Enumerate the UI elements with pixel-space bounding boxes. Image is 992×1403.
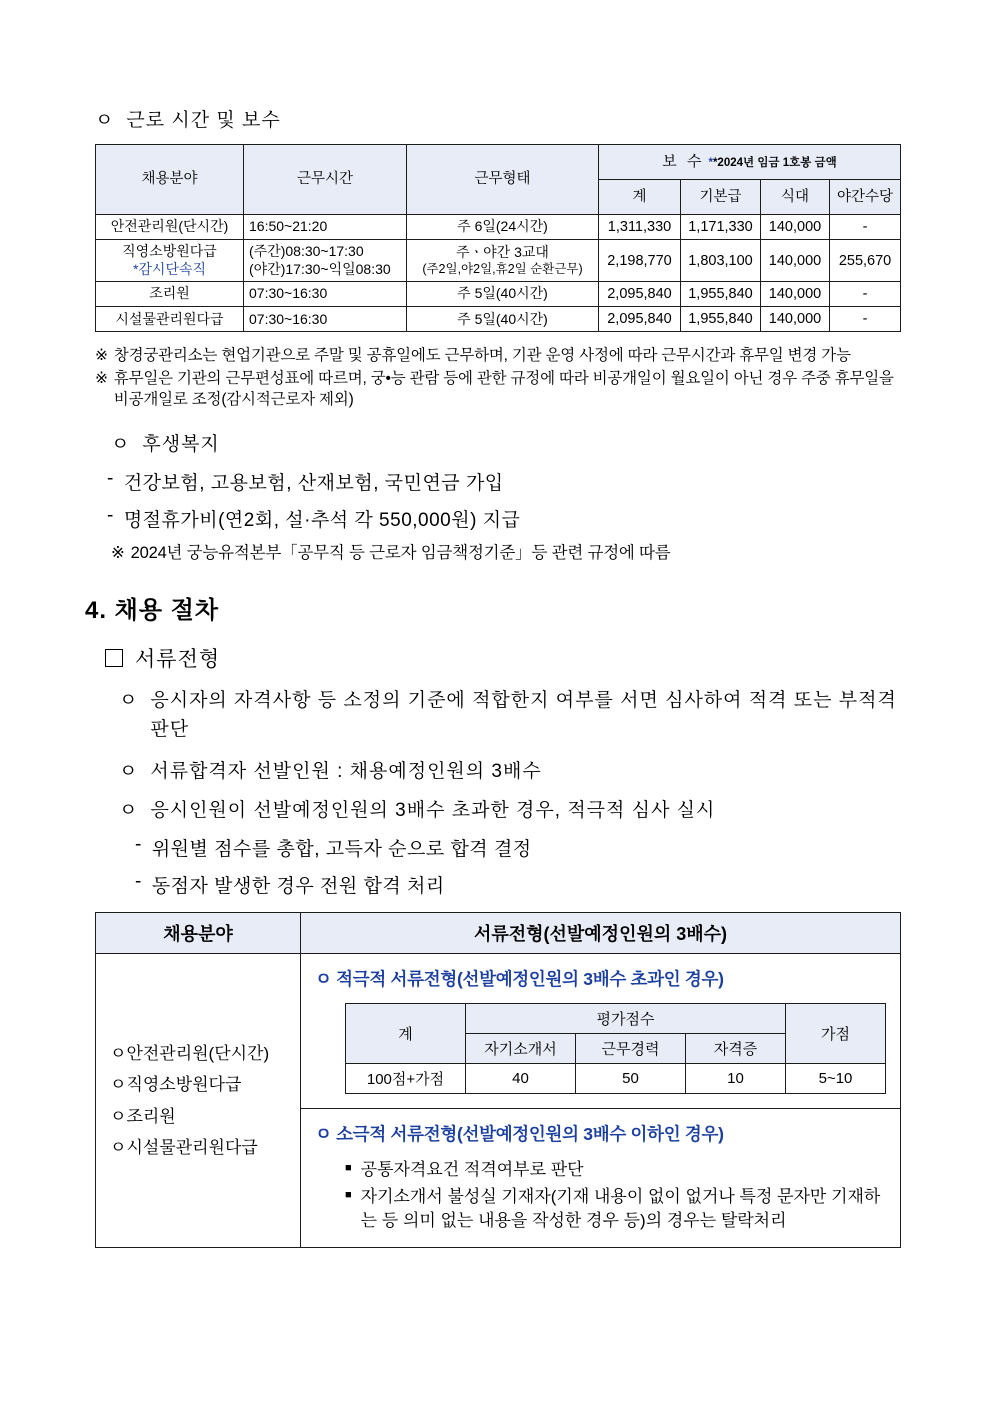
cell-hours: 07:30~16:30 bbox=[244, 307, 407, 332]
work-hours-heading: ㅇ 근로 시간 및 보수 bbox=[95, 105, 900, 132]
welfare-item-2: - 명절휴가비(연2회, 설·추석 각 550,000원) 지급 bbox=[107, 505, 521, 532]
table-row bbox=[346, 1064, 886, 1094]
document-content bbox=[85, 105, 900, 1248]
cell-meal: 140,000 bbox=[761, 215, 830, 240]
process-bullet-1: ㅇ 응시자의 자격사항 등 소정의 기준에 적합한지 여부를 서면 심사하여 적격 또는 부적격 판단 bbox=[119, 687, 900, 744]
square-marker-icon: ■ bbox=[345, 1162, 352, 1175]
process-dash-1: - 위원별 점수를 총합, 고득자 순으로 합격 결정 bbox=[135, 834, 532, 861]
cell-type: 주ㆍ야간 3교대 (주2일,야2일,휴2일 순환근무) bbox=[407, 240, 599, 282]
th-score-total: 계 bbox=[346, 1004, 466, 1064]
th-bonus: 가점 bbox=[786, 1004, 886, 1064]
score-table-wrap bbox=[301, 999, 900, 1108]
process-bullet-3: ㅇ 응시인원이 선발예정인원의 3배수 초과한 경우, 적극적 심사 실시 bbox=[119, 795, 900, 822]
cell-night: 255,670 bbox=[830, 240, 901, 282]
cell-score-total: 100점+가점 bbox=[346, 1064, 466, 1094]
cell-base: 1,803,100 bbox=[681, 240, 761, 282]
process-dash-2: - 동점자 발생한 경우 전원 합격 처리 bbox=[135, 871, 445, 898]
field-item: ㅇ직영소방원다급 bbox=[110, 1075, 242, 1095]
th-night: 야간수당 bbox=[830, 180, 901, 215]
th-meal: 식대 bbox=[761, 180, 830, 215]
cell-night: - bbox=[830, 307, 901, 332]
cell-total: 2,095,840 bbox=[599, 282, 681, 307]
score-table bbox=[345, 1003, 886, 1094]
square-marker-icon: ■ bbox=[345, 1189, 352, 1202]
circle-bullet-icon: ㅇ bbox=[119, 761, 139, 783]
cell-total: 1,311,330 bbox=[599, 215, 681, 240]
cell-field: 시설물관리원다급 bbox=[96, 307, 244, 332]
cell-type: 주 5일(40시간) bbox=[407, 282, 599, 307]
welfare-note: ※ 2024년 궁능유적본부「공무직 등 근로자 임금책정기준」등 관련 규정에 따름 bbox=[111, 542, 900, 564]
cell-screening-detail bbox=[301, 954, 901, 1247]
asterisk-mark-icon: ※ bbox=[95, 370, 108, 388]
asterisk-mark-icon: ※ bbox=[111, 544, 125, 563]
th-type: 근무형태 bbox=[407, 145, 599, 215]
cell-type: 주 5일(40시간) bbox=[407, 307, 599, 332]
passive-screening-list bbox=[301, 1158, 900, 1232]
dash-bullet-icon: - bbox=[107, 505, 114, 527]
th-eval-score: 평가점수 bbox=[466, 1004, 786, 1034]
table-row bbox=[96, 954, 901, 1247]
cell-night: - bbox=[830, 282, 901, 307]
cell-field: 조리원 bbox=[96, 282, 244, 307]
welfare-heading: ㅇ 후생복지 bbox=[111, 429, 900, 456]
dash-bullet-icon: - bbox=[135, 834, 142, 856]
cell-field: 직영소방원다급 *감시단속직 bbox=[96, 240, 244, 282]
field-item: ㅇ안전관리원(단시간) bbox=[110, 1043, 270, 1063]
th-pay-group bbox=[599, 145, 901, 180]
th-screening: 서류전형(선발예정인원의 3배수) bbox=[301, 913, 901, 954]
th-field: 채용분야 bbox=[96, 145, 244, 215]
field-item: ㅇ시설물관리원다급 bbox=[110, 1138, 258, 1158]
table-row bbox=[96, 215, 901, 240]
passive-screening-title: ㅇ 소극적 서류전형(선발예정인원의 3배수 이하인 경우) bbox=[315, 1124, 724, 1145]
dash-bullet-icon: - bbox=[107, 468, 114, 490]
table-row bbox=[96, 307, 901, 332]
cell-base: 1,955,840 bbox=[681, 307, 761, 332]
cell-meal: 140,000 bbox=[761, 240, 830, 282]
cell-total: 2,095,840 bbox=[599, 307, 681, 332]
cell-career: 50 bbox=[576, 1064, 686, 1094]
cell-recruit-fields bbox=[96, 954, 301, 1247]
cell-meal: 140,000 bbox=[761, 282, 830, 307]
work-note-1: ※ 창경궁관리소는 현업기관으로 주말 및 공휴일에도 근무하며, 기관 운영 사정에 따라 근무시간과 휴무일 변경 가능 bbox=[95, 346, 900, 367]
cell-night: - bbox=[830, 215, 901, 240]
cell-self-intro: 40 bbox=[466, 1064, 576, 1094]
table-row bbox=[96, 240, 901, 282]
list-item: ■ 공통자격요건 적격여부로 판단 bbox=[345, 1160, 584, 1180]
square-bullet-icon bbox=[105, 649, 123, 667]
cell-bonus: 5~10 bbox=[786, 1064, 886, 1094]
th-self-intro: 자기소개서 bbox=[466, 1034, 576, 1064]
cell-certificate: 10 bbox=[686, 1064, 786, 1094]
cell-total: 2,198,770 bbox=[599, 240, 681, 282]
cell-meal: 140,000 bbox=[761, 307, 830, 332]
th-certificate: 자격증 bbox=[686, 1034, 786, 1064]
cell-type: 주 6일(24시간) bbox=[407, 215, 599, 240]
cell-field: 안전관리원(단시간) bbox=[96, 215, 244, 240]
subtitle-document-screening: 서류전형 bbox=[105, 643, 900, 673]
table-row bbox=[96, 282, 901, 307]
th-base: 기본급 bbox=[681, 180, 761, 215]
active-screening-title: ㅇ 적극적 서류전형(선발예정인원의 3배수 초과인 경우) bbox=[315, 969, 724, 990]
process-bullet-2: ㅇ 서류합격자 선발인원 : 채용예정인원의 3배수 bbox=[119, 756, 900, 783]
circle-bullet-icon: ㅇ bbox=[119, 690, 139, 712]
pay-note: **2024년 임금 1호봉 금액 bbox=[708, 156, 837, 169]
work-note-2: ※ 휴무일은 기관의 근무편성표에 따르며, 궁•능 관람 등에 관한 규정에 따라 비공개일이 월요일이 아닌 경우 주중 휴무일을 비공개일로 조정(감시적근로자 제외) bbox=[95, 370, 894, 409]
welfare-item-1: - 건강보험, 고용보험, 산재보험, 국민연금 가입 bbox=[107, 468, 504, 495]
circle-bullet-icon: ㅇ bbox=[111, 434, 131, 456]
cell-hours: 16:50~21:20 bbox=[244, 215, 407, 240]
th-total: 계 bbox=[599, 180, 681, 215]
cell-hours: (주간)08:30~17:30 (야간)17:30~익일08:30 bbox=[244, 240, 407, 282]
screening-table bbox=[95, 912, 901, 1247]
circle-bullet-icon: ㅇ bbox=[95, 110, 115, 131]
th-hours: 근무시간 bbox=[244, 145, 407, 215]
pay-label: 보 수 bbox=[662, 152, 705, 170]
work-conditions-table bbox=[95, 144, 901, 332]
cell-base: 1,955,840 bbox=[681, 282, 761, 307]
cell-field-sub: *감시단속직 bbox=[132, 260, 207, 277]
cell-base: 1,171,330 bbox=[681, 215, 761, 240]
asterisk-mark-icon: ※ bbox=[95, 347, 108, 365]
dash-bullet-icon: - bbox=[135, 871, 142, 893]
list-item: ■ 자기소개서 불성실 기재자(기재 내용이 없이 없거나 특정 문자만 기재하는 등 의미 없는 내용을 작성한 경우 등)의 경우는 탈락처리 bbox=[345, 1187, 881, 1230]
page-title: 4. 채용 절차 bbox=[85, 597, 220, 625]
circle-bullet-icon: ㅇ bbox=[119, 800, 139, 822]
th-career: 근무경력 bbox=[576, 1034, 686, 1064]
field-item: ㅇ조리원 bbox=[110, 1106, 176, 1126]
cell-hours: 07:30~16:30 bbox=[244, 282, 407, 307]
th-recruit-field: 채용분야 bbox=[96, 913, 301, 954]
